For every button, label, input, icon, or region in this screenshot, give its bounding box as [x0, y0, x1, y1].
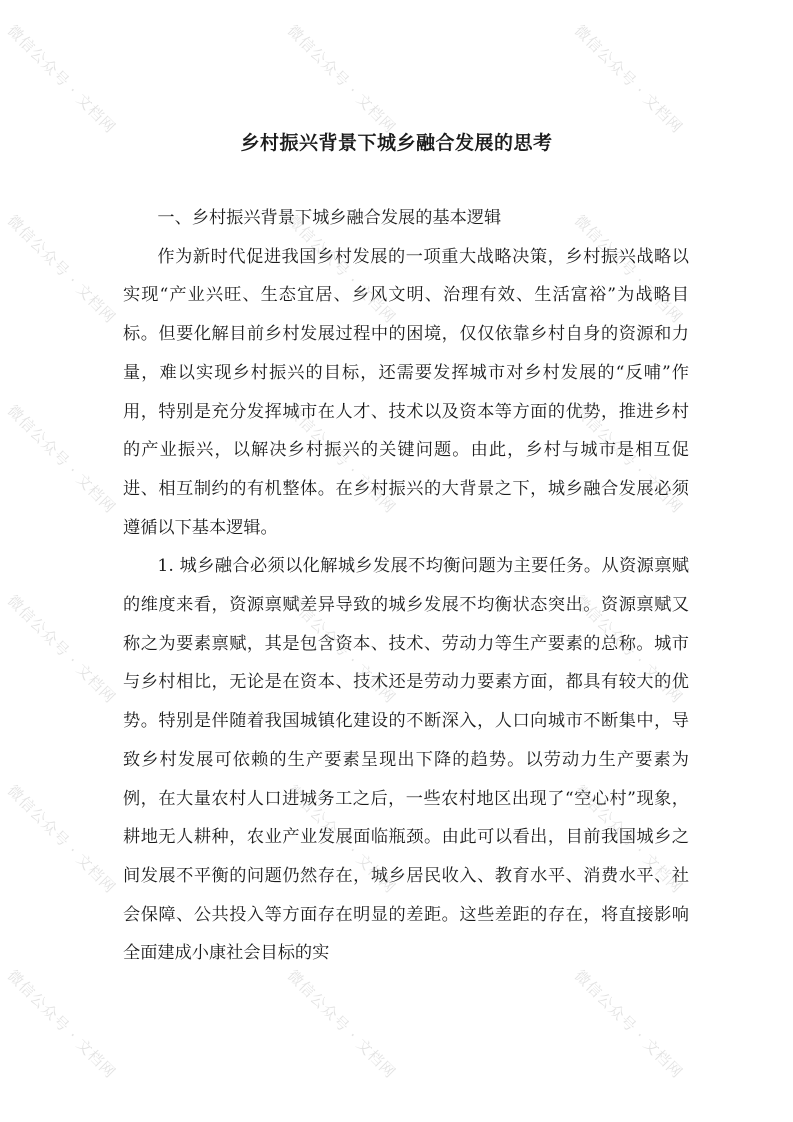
watermark-text: 微信公众号 · 文档网	[570, 401, 687, 517]
document-body	[123, 199, 689, 973]
watermark-text: 微信公众号 · 文档网	[283, 211, 400, 327]
watermark-text: 微信公众号 · 文档网	[283, 21, 400, 137]
watermark-text: 微信公众号 · 文档网	[283, 966, 400, 1082]
body-paragraph-1: 作为新时代促进我国乡村发展的一项重大战略决策，乡村振兴战略以实现“产业兴旺、生态宜居、乡风文明、治理有效、生活富裕”为战略目标。但要化解目前乡村发展过程中的困境，仅仅依靠乡村自身的资源和力量，难以实现乡村振兴的目标，还需要发挥城市对乡村发展的“反哺”作用，特别是充分发挥城市在人才、技术以及资本等方面的优势，推进乡村的产业振兴，以解决乡村振兴的关键问题。由此，乡村与城市是相互促进、相互制约的有机整体。在乡村振兴的大背景之下，城乡融合发展必须遵循以下基本逻辑。	[123, 246, 689, 538]
watermark-text: 微信公众号 · 文档网	[570, 966, 687, 1082]
watermark-text: 微信公众号 · 文档网	[283, 781, 400, 897]
watermark-text: 微信公众号 · 文档网	[3, 781, 120, 897]
watermark-text: 微信公众号 · 文档网	[3, 966, 120, 1082]
watermark-text: 微信公众号 · 文档网	[3, 21, 120, 137]
document-title: 乡村振兴背景下城乡融合发展的思考	[240, 132, 553, 154]
watermark-text: 微信公众号 · 文档网	[3, 211, 120, 327]
watermark-text: 微信公众号 · 文档网	[3, 591, 120, 707]
watermark-text: 微信公众号 · 文档网	[570, 211, 687, 327]
watermark-text: 微信公众号 · 文档网	[570, 781, 687, 897]
body-paragraph-2: 1. 城乡融合必须以化解城乡发展不均衡问题为主要任务。从资源禀赋的维度来看，资源禀赋差异导致的城乡发展不均衡状态突出。资源禀赋又称之为要素禀赋，其是包含资本、技术、劳动力等生产要素的总称。城市与乡村相比，无论是在资本、技术还是劳动力要素方面，都具有较大的优势。特别是伴随着我国城镇化建设的不断深入，人口向城市不断集中，导致乡村发展可依赖的生产要素呈现出下降的趋势。以劳动力生产要素为例，在大量农村人口进城务工之后，一些农村地区出现了“空心村”现象，耕地无人耕种，农业产业发展面临瓶颈。由此可以看出，目前我国城乡之间发展不平衡的问题仍然存在，城乡居民收入、教育水平、消费水平、社会保障、公共投入等方面存在明显的差距。这些差距的存在，将直接影响全面建成小康社会目标的实	[123, 556, 689, 964]
watermark-text: 微信公众号 · 文档网	[283, 401, 400, 517]
watermark-text: 微信公众号 · 文档网	[283, 591, 400, 707]
watermark-text: 微信公众号 · 文档网	[3, 401, 120, 517]
section-heading: 一、乡村振兴背景下城乡融合发展的基本逻辑	[157, 208, 502, 228]
watermark-text: 微信公众号 · 文档网	[570, 591, 687, 707]
watermark-text: 微信公众号 · 文档网	[570, 21, 687, 137]
